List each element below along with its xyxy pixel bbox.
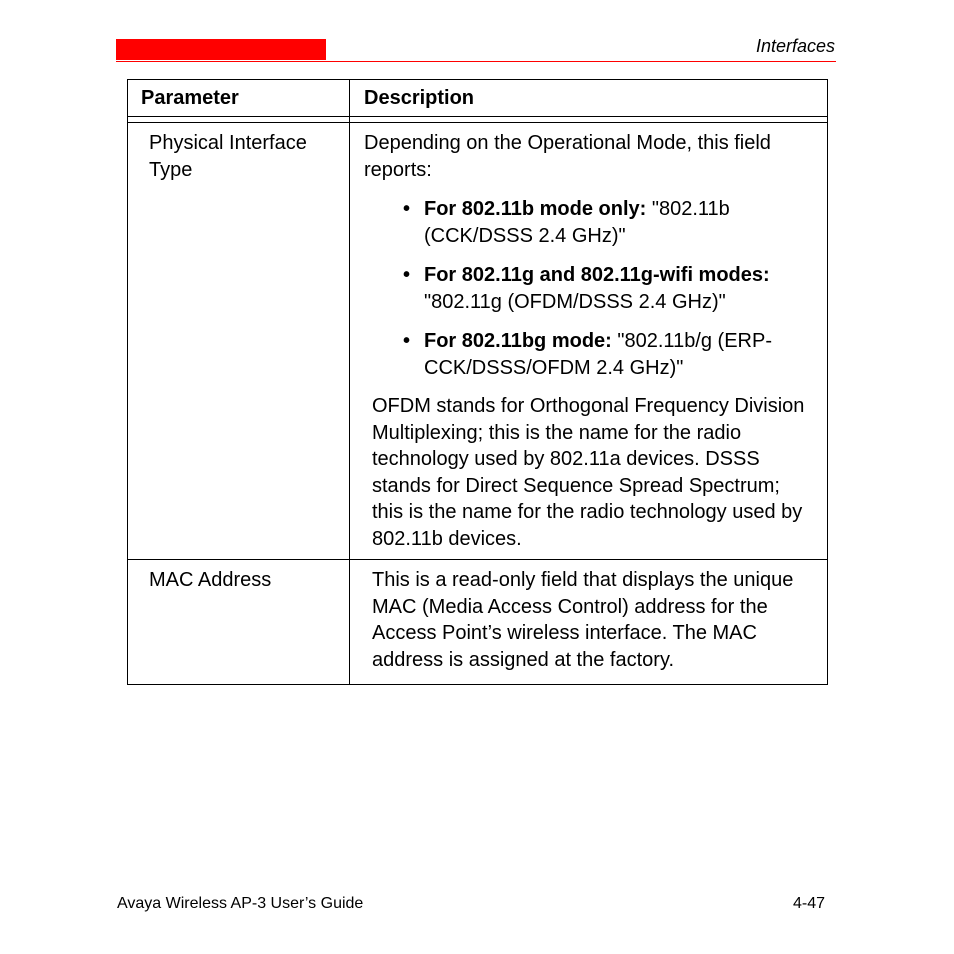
mode-label: For 802.11bg mode: [424, 330, 612, 352]
description-intro: Depending on the Operational Mode, this field reports: [364, 132, 771, 181]
bullet-icon: • [403, 330, 411, 352]
description-text: This is a read-only field that displays the unique MAC (Media Access Control) address for the Access Point’s wireless interface. The MAC address is assigned at the factory. [372, 569, 794, 671]
description-cell [350, 123, 828, 560]
header-accent-bar [116, 39, 326, 60]
header-rule [116, 61, 836, 62]
column-header-description: Description [350, 80, 828, 117]
mode-label: For 802.11g and 802.11g-wifi modes: [424, 264, 770, 286]
bullet-icon: • [403, 264, 411, 286]
description-note: OFDM stands for Orthogonal Frequency Division Multiplexing; this is the name for the radio technology used by 802.11a devices. DSSS stands for Direct Sequence Spread Spectrum; this is the name for the radio technology used by 802.11b devices. [372, 395, 805, 550]
description-cell [350, 560, 828, 685]
parameter-table [127, 79, 828, 685]
table-header-row [128, 80, 828, 117]
footer-guide-title: Avaya Wireless AP-3 User’s Guide [117, 895, 364, 912]
column-header-parameter: Parameter [128, 80, 350, 117]
bullet-icon: • [403, 198, 411, 220]
mode-value: "802.11b (CCK/DSSS 2.4 GHz)" [424, 198, 730, 247]
parameter-cell: Physical Interface Type [128, 123, 350, 560]
list-item [364, 262, 815, 315]
table-row [128, 560, 828, 685]
mode-value: "802.11g (OFDM/DSSS 2.4 GHz)" [424, 290, 726, 313]
table-row [128, 123, 828, 560]
list-item [364, 328, 815, 381]
mode-value: "802.11b/g (ERP-CCK/DSSS/OFDM 2.4 GHz)" [424, 330, 772, 379]
mode-label: For 802.11b mode only: [424, 198, 647, 220]
list-item [364, 196, 815, 249]
mode-list [364, 196, 815, 381]
footer-page-number: 4-47 [792, 895, 825, 912]
parameter-cell: MAC Address [128, 560, 350, 685]
section-title: Interfaces [755, 36, 835, 56]
